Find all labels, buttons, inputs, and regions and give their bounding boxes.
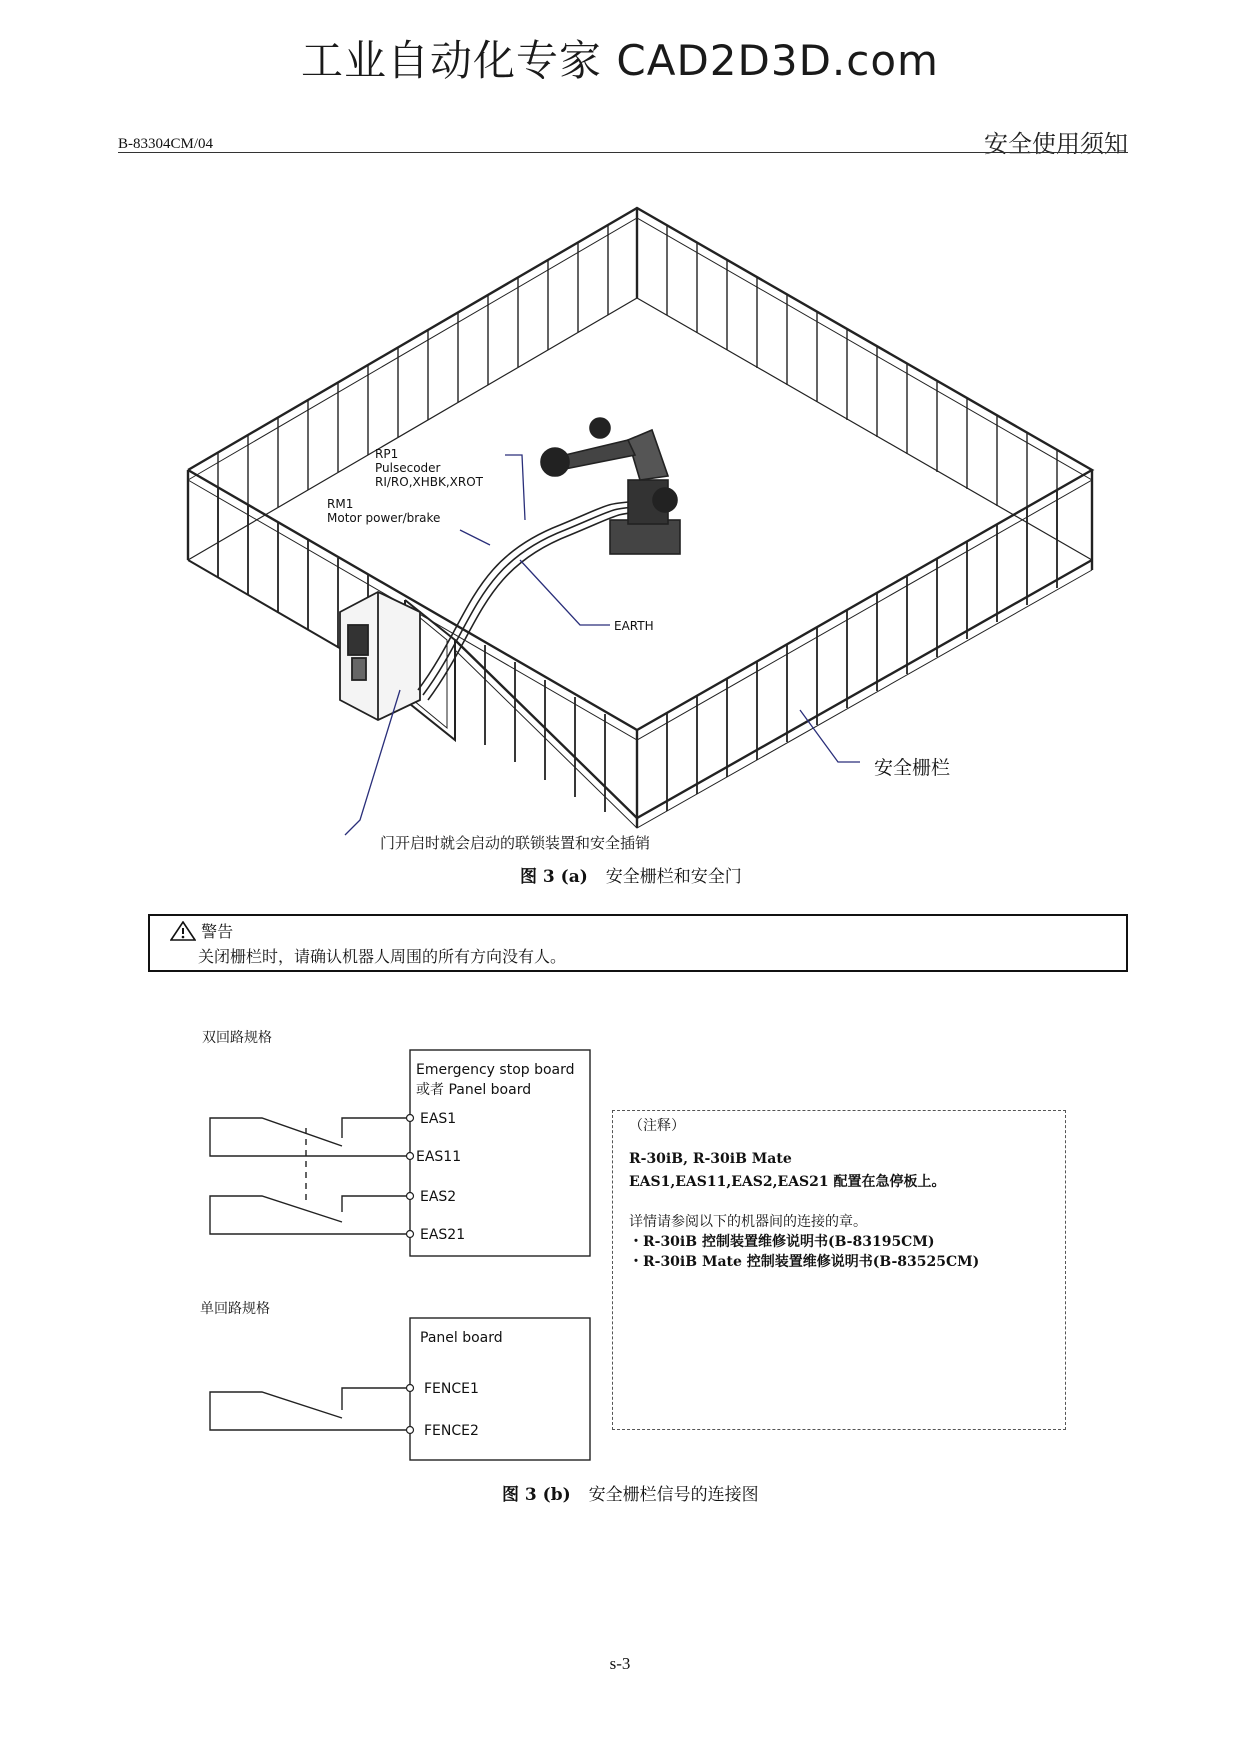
terminal-fence1: FENCE1 [424,1381,479,1397]
page-number: s-3 [609,1654,631,1673]
label-safety-fence: 安全栅栏 [874,757,951,779]
warning-heading [170,919,233,942]
note-terminals: EAS1,EAS11,EAS2,EAS21 配置在急停板上。 [629,1174,946,1190]
industrial-robot [541,418,680,554]
terminal-fence2: FENCE2 [424,1423,479,1439]
fence-signal-wiring-diagram [0,1040,620,1480]
figure-a-title: 安全栅栏和安全门 [605,867,742,887]
warning-triangle-icon [170,921,196,941]
figure-a-number: 图 3 (a) [520,867,588,887]
fence-drawing [188,208,1092,835]
terminal-eas2: EAS2 [420,1189,457,1205]
terminal-eas1: EAS1 [420,1111,457,1127]
label-rm1: RM1 [327,497,354,511]
single-board-label: Panel board [420,1330,503,1346]
label-earth: EARTH [614,619,654,633]
warning-text: 关闭栅栏时，请确认机器人周围的所有方向没有人。 [198,947,567,966]
label-rp1-signals: RI/RO,XHBK,XROT [375,475,484,489]
dual-board-label-alt: 或者 Panel board [416,1082,532,1098]
label-rp1-pulsecoder: Pulsecoder [375,461,441,475]
dual-circuit-title: 双回路规格 [202,1030,272,1046]
warning-box [148,914,1128,972]
label-rm1-motor-power: Motor power/brake [327,511,441,525]
section-title: 安全使用须知 [984,130,1128,158]
note-title: （注释） [629,1118,685,1134]
dual-board-label: Emergency stop board [416,1062,575,1078]
single-circuit-title: 单回路规格 [200,1301,270,1317]
note-model: R-30iB, R-30iB Mate [629,1151,792,1167]
watermark-title: 工业自动化专家 CAD2D3D.com [301,36,939,85]
note-manual-1: ・R-30iB 控制装置维修说明书(B-83195CM) [629,1234,935,1250]
note-box [612,1110,1066,1430]
figure-b-caption [502,1480,759,1505]
label-interlock-device: 门开启时就会启动的联锁装置和安全插销 [380,834,651,852]
warning-title: 警告 [201,922,234,941]
terminal-eas21: EAS21 [420,1227,466,1243]
document-code: B-83304CM/04 [118,136,214,152]
note-reference: 详情请参阅以下的机器间的连接的章。 [629,1214,867,1230]
figure-b-number: 图 3 (b) [502,1485,571,1505]
terminal-eas11: EAS11 [416,1149,462,1165]
label-rp1: RP1 [375,447,399,461]
robot-controller-cabinet [340,592,420,720]
figure-a-caption [520,862,742,887]
figure-b-title: 安全栅栏信号的连接图 [588,1485,759,1505]
note-manual-2: ・R-30iB Mate 控制装置维修说明书(B-83525CM) [629,1254,980,1270]
